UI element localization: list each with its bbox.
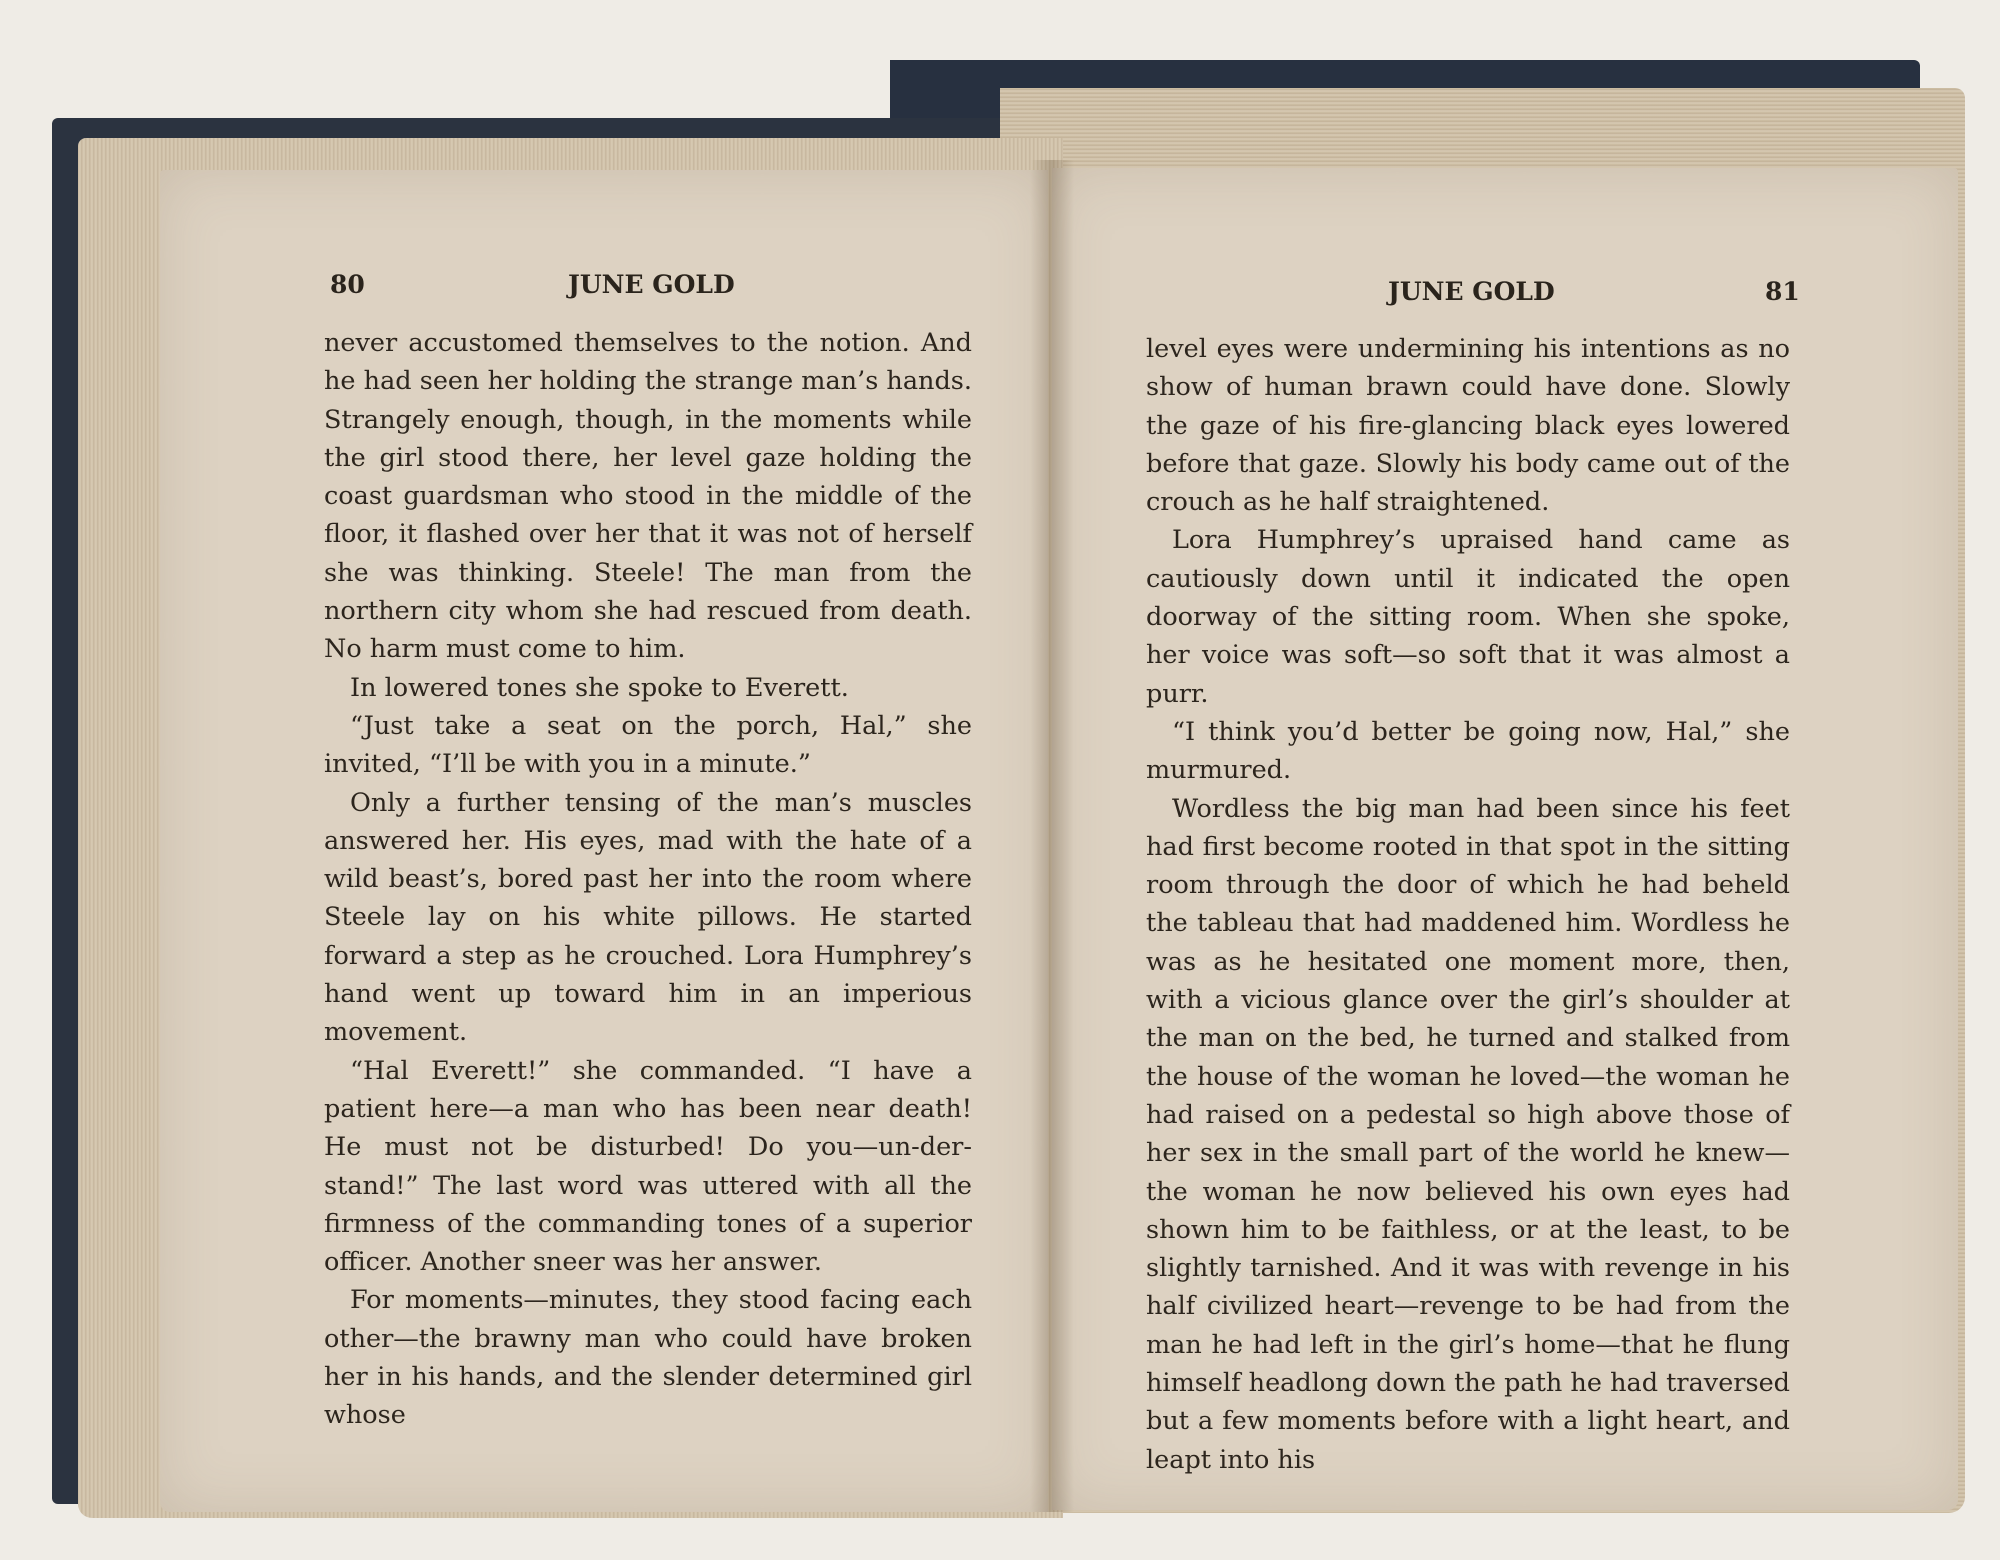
right-page-body xyxy=(1146,330,1790,1479)
paragraph: “Hal Everett!” she commanded. “I have a patient here—a man who has been near death! He must not be disturbed! Do you—un-der-stand!” The last word was uttered with all the firmness of the commanding tones of a superior officer. Another sneer was her answer. xyxy=(324,1055,972,1278)
book-gutter xyxy=(1030,160,1074,1512)
paragraph: Lora Humphrey’s upraised hand came as cautiously down until it indicated the open doorway of the sitting room. When she spoke, her voice was soft—so soft that it was almost a purr. xyxy=(1146,525,1790,709)
paragraph: For moments—minutes, they stood facing each other—the brawny man who could have broken her in his hands, and the slender determined girl whose xyxy=(324,1285,972,1431)
paragraph: “I think you’d better be going now, Hal,” she murmured. xyxy=(1146,716,1790,786)
left-page-body xyxy=(324,324,972,1435)
paragraph: Only a further tensing of the man’s muscles answered her. His eyes, mad with the hate of a wild beast’s, bored past her into the room where Steele lay on his white pillows. He started forward a step as he crouched. Lora Humphrey’s hand went up toward him in an imperious movement. xyxy=(324,787,972,1048)
right-page-number: 81 xyxy=(1765,277,1800,306)
paragraph: Wordless the big man had been since his feet had first become rooted in that spot in the sitting room through the door of which he had beheld the tableau that had maddened him. Wordless he was as he hesitated one moment more, then, with a vicious glance over the girl’s shoulder at the man on the bed, he turned and stalked from the house of the woman he loved—the woman he had raised on a pedestal so high above those of her sex in the small part of the world he knew—the woman he now believed his own eyes had shown him to be faithless, or at the least, to be slightly tarnished. And it was with revenge in his half civilized heart—revenge to be had from the man he had left in the girl’s home—that he flung himself headlong down the path he had traversed but a few moments before with a light heart, and leapt into his xyxy=(1146,793,1790,1475)
left-page-number: 80 xyxy=(330,270,365,299)
left-running-title: JUNE GOLD xyxy=(568,270,735,299)
right-running-title: JUNE GOLD xyxy=(1388,277,1555,306)
paragraph: “Just take a seat on the porch, Hal,” she invited, “I’ll be with you in a minute.” xyxy=(324,710,972,780)
paragraph: never accustomed themselves to the notion. And he had seen her holding the strange man’s hands. Strangely enough, though, in the moments while the girl stood there, her level gaze holding the coast guardsman who stood in the middle of the floor, it flashed over her that it was not of herself she was thinking. Steele! The man from the northern city whom she had rescued from death. No harm must come to him. xyxy=(324,328,972,665)
paragraph: In lowered tones she spoke to Everett. xyxy=(350,672,849,703)
paragraph: level eyes were undermining his intentions as no show of human brawn could have done. Slowly the gaze of his fire-glancing black eyes lowered before that gaze. Slowly his body came out of the crouch as he half straightened. xyxy=(1146,334,1790,518)
